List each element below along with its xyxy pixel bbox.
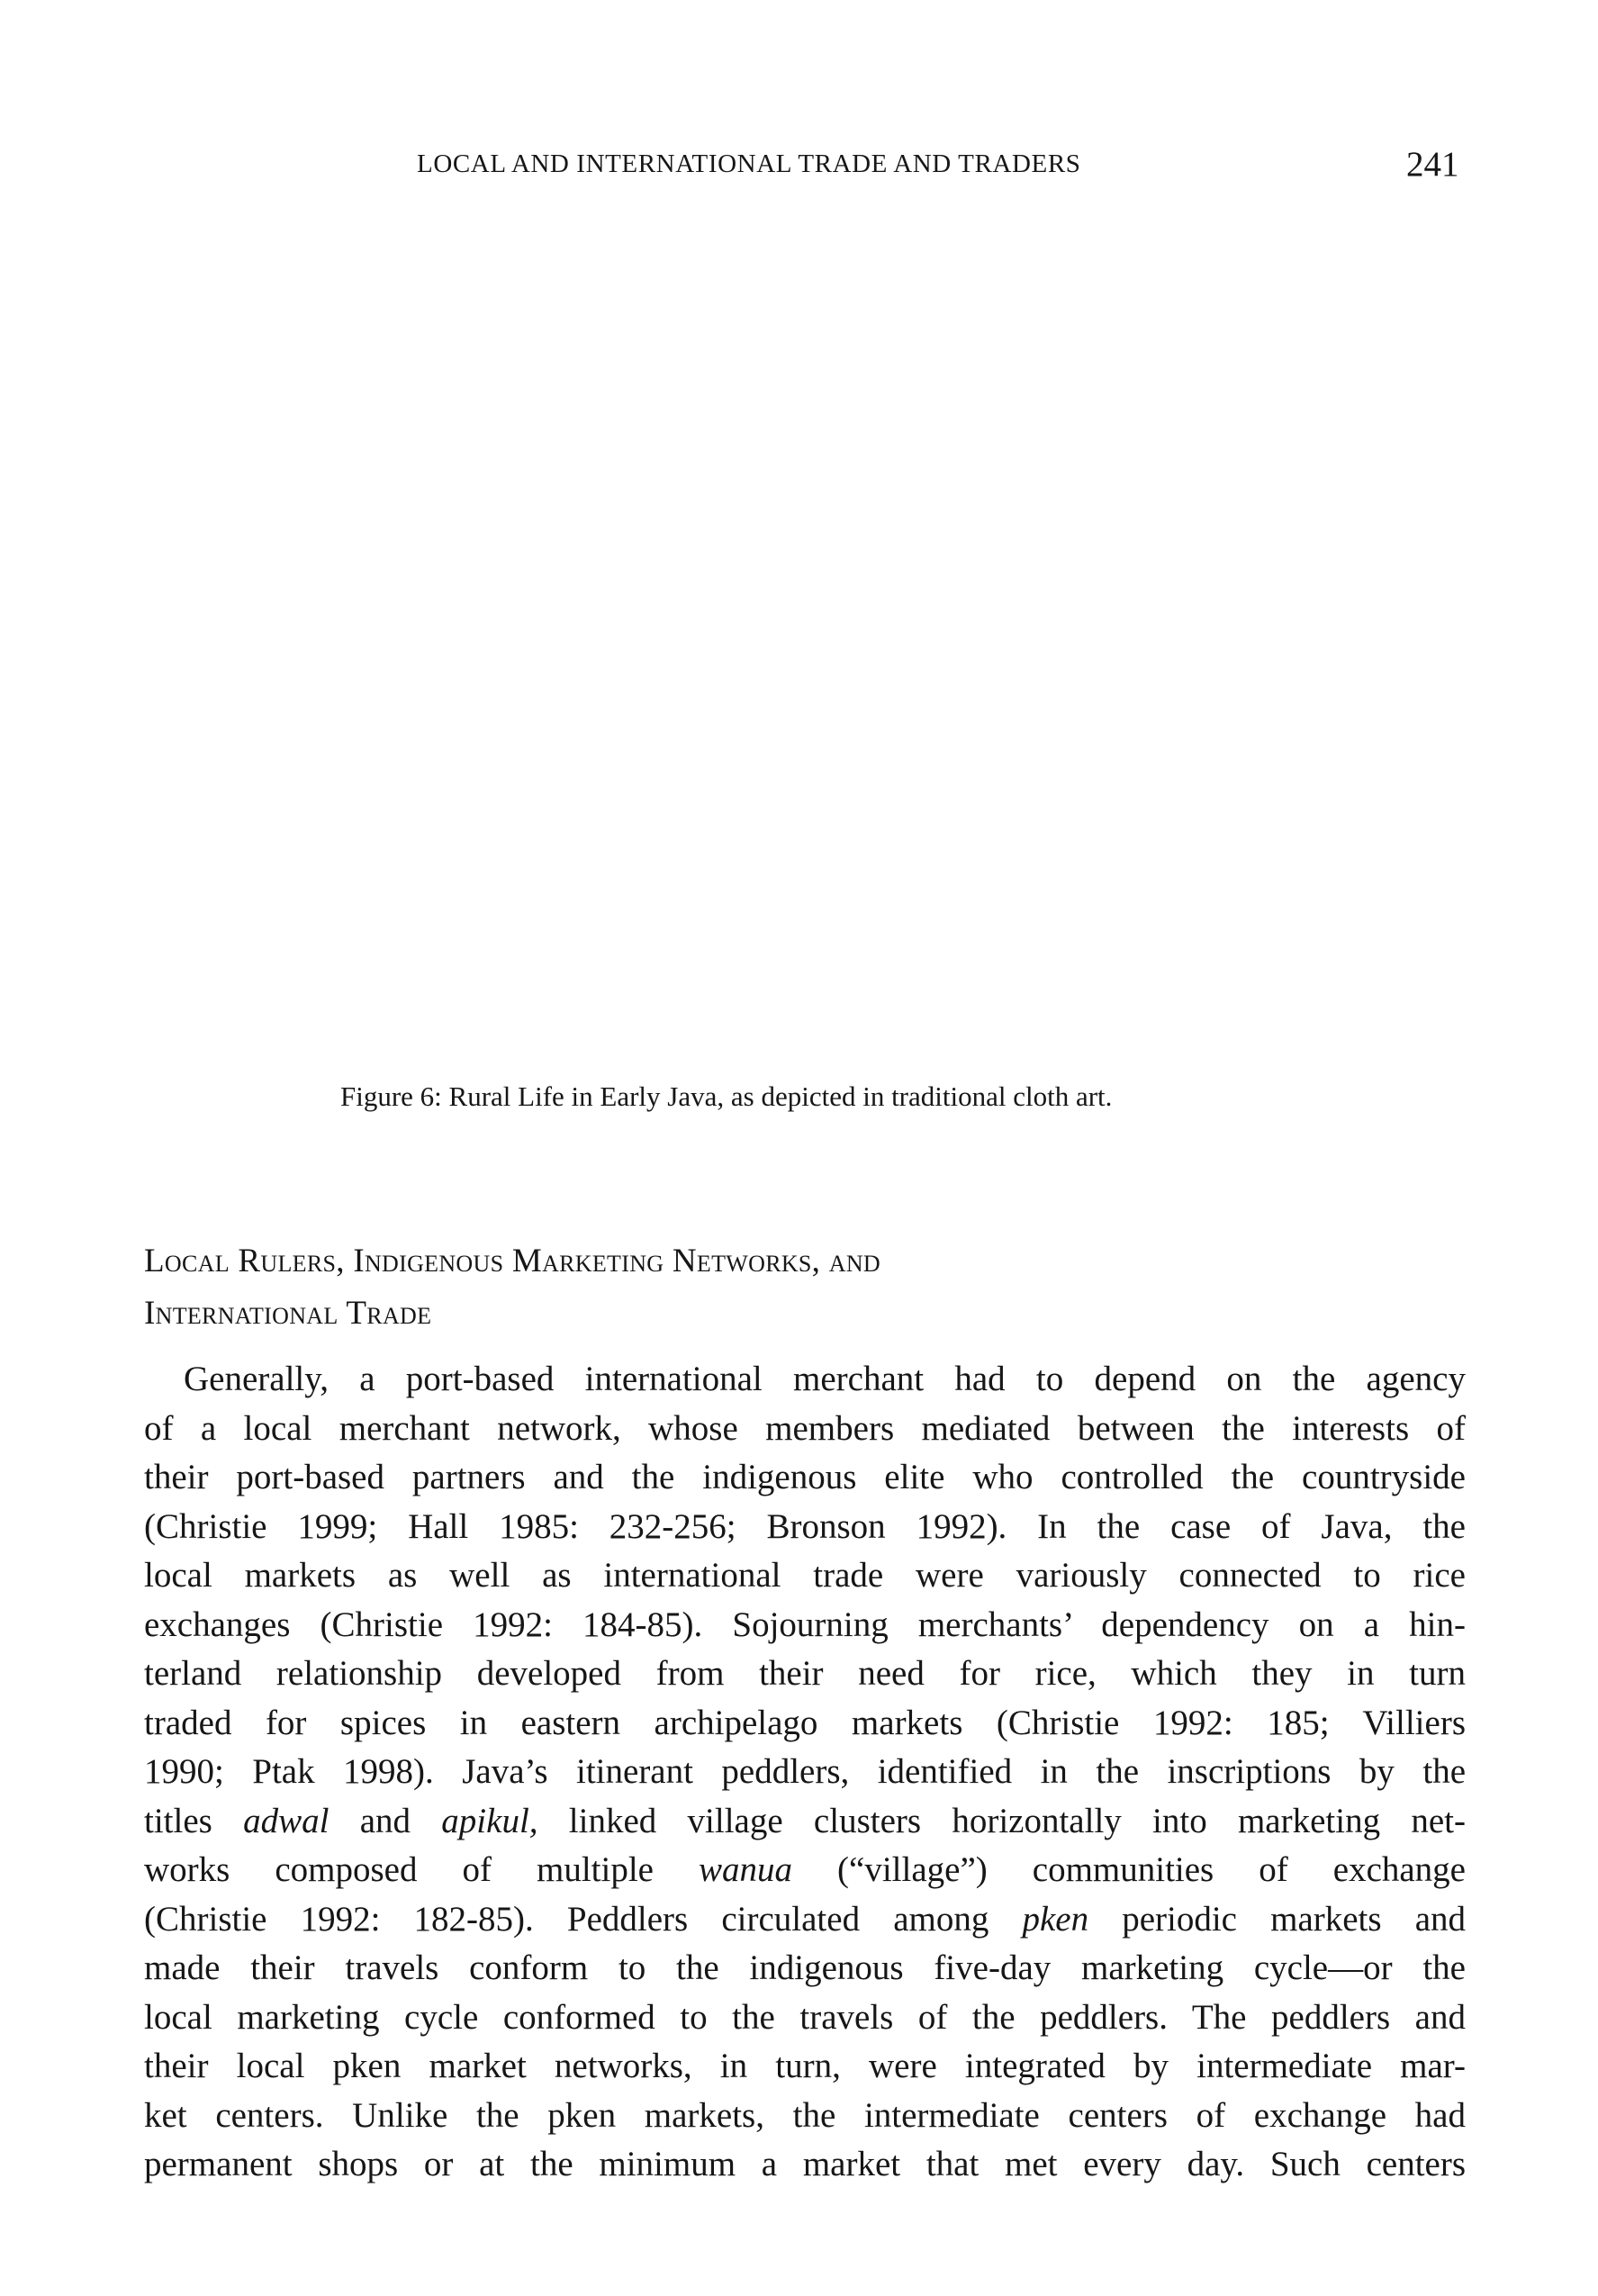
text-line: permanent shops or at the minimum a market that met every day. Such centers: [144, 2145, 1466, 2183]
text-line: their local pken market networks, in turn, were integrated by intermediate mar-: [144, 2047, 1466, 2085]
text-line: [144, 1797, 1466, 1847]
text-fragment: and: [329, 1801, 442, 1840]
text-line: Generally, a port-based international merchant had to depend on the agency: [184, 1360, 1466, 1398]
text-line: ket centers. Unlike the pken markets, the intermediate centers of exchange had: [144, 2095, 1466, 2135]
text-line: [144, 1895, 1466, 1945]
text-line: traded for spices in eastern archipelago markets (Christie 1992: 185; Villiers: [144, 1703, 1466, 1742]
section-heading-line-1: Local Rulers, Indigenous Marketing Networks, and: [144, 1243, 881, 1279]
text-line: (Christie 1999; Hall 1985: 232-256; Bronson 1992). In the case of Java, the: [144, 1506, 1466, 1546]
text-fragment: (“village”) communities of exchange: [792, 1850, 1466, 1889]
italic-term-pken: pken: [1022, 1899, 1089, 1939]
page-number: 241: [1406, 145, 1459, 184]
text-fragment: titles: [144, 1801, 244, 1840]
italic-term-adwal: adwal: [243, 1801, 330, 1840]
italic-term-apikul: apikul,: [441, 1801, 538, 1840]
running-title: LOCAL AND INTERNATIONAL TRADE AND TRADERS: [417, 149, 1081, 178]
text-line: exchanges (Christie 1992: 184-85). Sojourning merchants’ dependency on a hin-: [144, 1604, 1466, 1644]
running-head: [0, 144, 1598, 194]
section-heading: [144, 1235, 1458, 1340]
text-line: made their travels conform to the indigenous five-day marketing cycle—or the: [144, 1948, 1466, 1987]
italic-term-wanua: wanua: [699, 1850, 793, 1889]
text-fragment: linked village clusters horizontally into marketing net-: [537, 1801, 1466, 1840]
text-line: terland relationship developed from their need for rice, which they in turn: [144, 1654, 1466, 1693]
figure-caption: Figure 6: Rural Life in Early Java, as depicted in traditional cloth art.: [340, 1080, 1113, 1112]
section-heading-line-2: International Trade: [144, 1295, 432, 1332]
text-fragment: works composed of multiple: [144, 1850, 699, 1889]
text-line: their port-based partners and the indigenous elite who controlled the countryside: [144, 1458, 1466, 1496]
text-line: 1990; Ptak 1998). Java’s itinerant peddlers, identified in the inscriptions by the: [144, 1752, 1466, 1791]
body-paragraph: [144, 1355, 1466, 2190]
text-fragment: periodic markets and: [1088, 1899, 1467, 1939]
text-line: of a local merchant network, whose members mediated between the interests of: [144, 1408, 1466, 1448]
text-line: local marketing cycle conformed to the travels of the peddlers. The peddlers and: [144, 1997, 1466, 2037]
text-line: local markets as well as international trade were variously connected to rice: [144, 1556, 1466, 1595]
figure-image: [144, 225, 1458, 1062]
text-fragment: (Christie 1992: 182-85). Peddlers circulated among: [144, 1899, 1023, 1939]
text-line: [144, 1846, 1466, 1895]
